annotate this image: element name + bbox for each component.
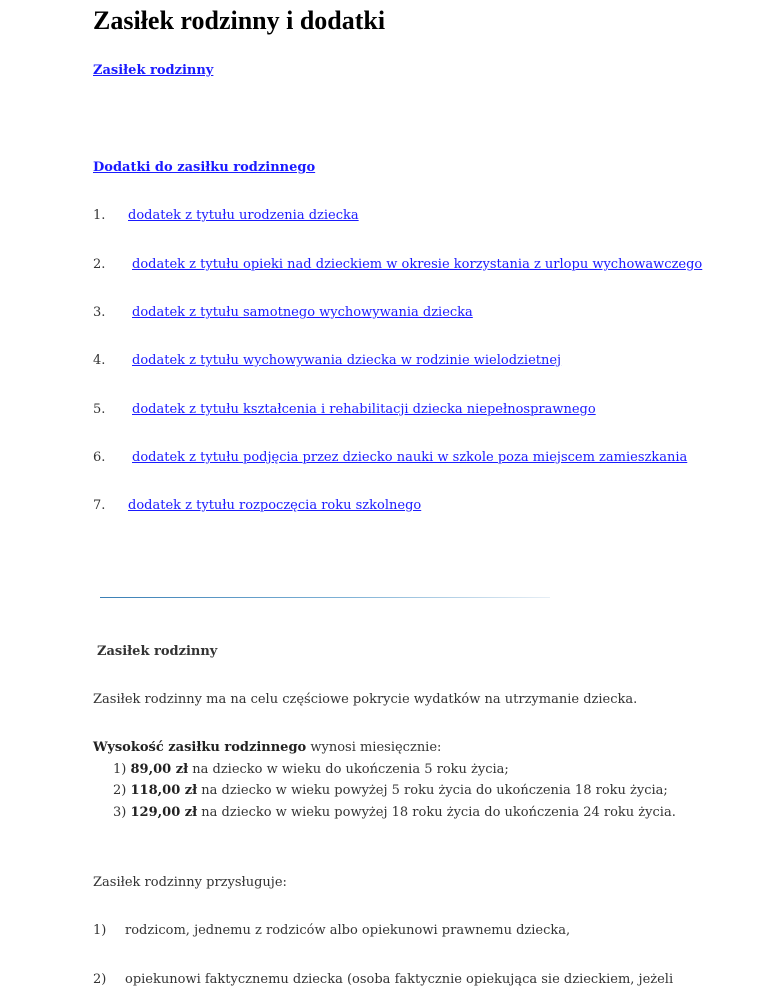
list-number: 1) (93, 923, 107, 938)
dodatek-link-rodzina-wielodzietna[interactable]: dodatek z tytułu wychowywania dziecka w rodzinie wielodzietnej (132, 353, 562, 368)
page-title: Zasiłek rodzinny i dodatki (93, 6, 386, 35)
list-number: 3. (93, 305, 106, 320)
list-number: 4. (93, 353, 106, 368)
list-number: 2) (93, 972, 107, 987)
amount-intro (93, 740, 441, 755)
amount-intro-bold: Wysokość zasiłku rodzinnego (93, 740, 307, 755)
zasilek-rodzinny-link[interactable]: Zasiłek rodzinny (93, 63, 214, 78)
amount-value: 118,00 zł (130, 783, 198, 798)
dodatek-link-samotne-wychowywanie[interactable]: dodatek z tytułu samotnego wychowywania dziecka (132, 305, 473, 320)
dodatki-heading-link[interactable]: Dodatki do zasiłku rodzinnego (93, 160, 316, 175)
list-number: 5. (93, 402, 106, 417)
eligible-text: rodzicom, jednemu z rodziców albo opiekunowi prawnemu dziecka, (125, 923, 571, 938)
eligible-text: opiekunowi faktycznemu dziecka (osoba faktycznie opiekująca sie dzieckiem, jeżeli (125, 972, 674, 987)
amount-number: 3) (113, 805, 131, 820)
section-divider (100, 597, 550, 598)
amount-line-1 (113, 762, 509, 777)
amount-text: na dziecko w wieku do ukończenia 5 roku życia; (188, 762, 509, 777)
list-number: 1. (93, 208, 106, 223)
amount-line-3 (113, 805, 676, 820)
list-number: 7. (93, 498, 106, 513)
dodatek-link-ksztalcenie-rehabilitacja[interactable]: dodatek z tytułu kształcenia i rehabilitacji dziecka niepełnosprawnego (132, 402, 596, 417)
dodatek-link-urlop-wychowawczy[interactable]: dodatek z tytułu opieki nad dzieckiem w okresie korzystania z urlopu wychowawczego (132, 257, 703, 272)
amount-intro-rest: wynosi miesięcznie: (306, 740, 442, 755)
section-title: Zasiłek rodzinny (97, 644, 218, 659)
intro-paragraph: Zasiłek rodzinny ma na celu częściowe pokrycie wydatków na utrzymanie dziecka. (93, 692, 638, 707)
amount-number: 2) (113, 783, 131, 798)
dodatek-link-urodzenie[interactable]: dodatek z tytułu urodzenia dziecka (128, 208, 359, 223)
list-number: 2. (93, 257, 106, 272)
amount-number: 1) (113, 762, 131, 777)
dodatek-link-rok-szkolny[interactable]: dodatek z tytułu rozpoczęcia roku szkolnego (128, 498, 422, 513)
eligibility-intro: Zasiłek rodzinny przysługuje: (93, 875, 287, 890)
list-number: 6. (93, 450, 106, 465)
dodatek-link-nauka-poza-miejscem[interactable]: dodatek z tytułu podjęcia przez dziecko nauki w szkole poza miejscem zamieszkania (132, 450, 688, 465)
amount-value: 129,00 zł (130, 805, 198, 820)
amount-text: na dziecko w wieku powyżej 5 roku życia do ukończenia 18 roku życia; (197, 783, 668, 798)
amount-text: na dziecko w wieku powyżej 18 roku życia do ukończenia 24 roku życia. (197, 805, 676, 820)
amount-value: 89,00 zł (130, 762, 189, 777)
amount-line-2 (113, 783, 668, 798)
